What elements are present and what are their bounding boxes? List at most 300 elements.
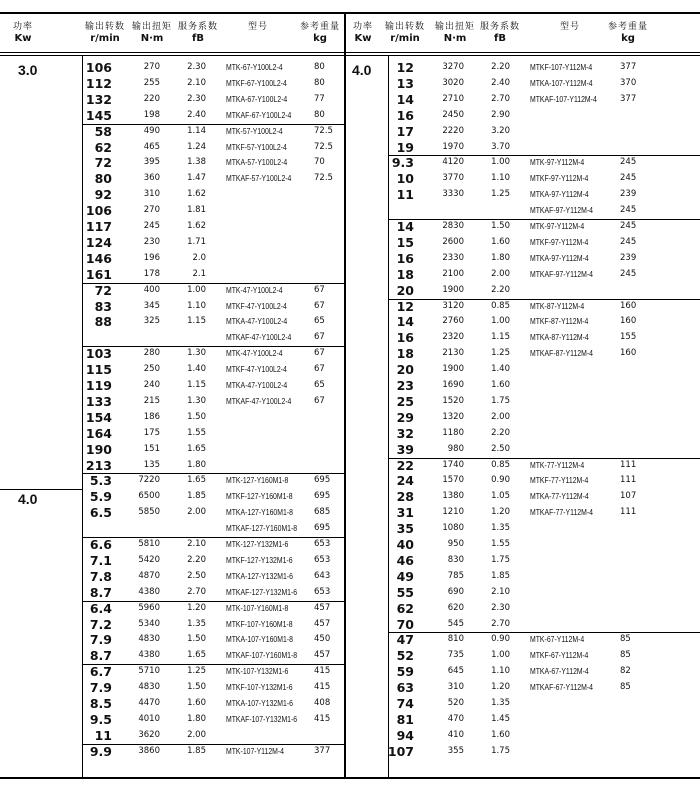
table-row — [0, 680, 344, 696]
table-row — [346, 601, 700, 617]
weight-cell: 72.5 — [314, 173, 333, 184]
speed-cell: 72 — [94, 155, 112, 171]
table-row — [0, 712, 344, 728]
weight-cell: 377 — [620, 93, 637, 104]
torque-cell: 1970 — [442, 141, 464, 152]
torque-cell: 3020 — [442, 77, 464, 88]
table-row — [0, 171, 344, 187]
weight-cell: 408 — [314, 698, 331, 708]
torque-cell: 151 — [143, 443, 160, 454]
speed-cell: 7.1 — [89, 552, 112, 568]
table-row — [346, 219, 700, 235]
service-factor-cell: 2.20 — [491, 62, 510, 72]
table-row — [346, 489, 700, 505]
header-model — [542, 22, 598, 33]
table-row — [346, 394, 700, 410]
model-cell: MTK-77-Y112M-4 — [530, 460, 585, 470]
weight-cell: 67 — [314, 332, 325, 343]
table-row — [346, 632, 700, 648]
table-row — [0, 187, 344, 203]
table-row — [0, 473, 344, 489]
weight-cell: 80 — [314, 109, 325, 120]
service-factor-cell: 2.00 — [187, 507, 206, 518]
weight-cell: 377 — [620, 62, 637, 72]
speed-cell: 10 — [396, 171, 414, 187]
weight-cell: 457 — [314, 602, 331, 613]
speed-cell: 7.9 — [89, 680, 112, 696]
speed-cell: 103 — [85, 346, 112, 362]
table-row — [0, 60, 344, 76]
model-cell: MTKF-57-Y100L2-4 — [226, 142, 287, 152]
header-torque-cn: 输出扭矩 — [434, 22, 475, 32]
speed-cell: 213 — [85, 457, 112, 473]
table-row — [0, 219, 344, 235]
service-factor-cell: 2.10 — [491, 586, 510, 597]
service-factor-cell: 1.24 — [187, 141, 206, 152]
weight-cell: 85 — [620, 682, 631, 693]
service-factor-cell: 2.90 — [491, 109, 510, 120]
header-model-cn: 型号 — [559, 22, 580, 32]
table-row — [346, 171, 700, 187]
model-cell: MTK-97-Y112M-4 — [530, 158, 585, 168]
torque-cell: 950 — [447, 539, 464, 549]
speed-cell: 74 — [396, 696, 414, 711]
torque-cell: 1900 — [442, 284, 464, 295]
table-row — [346, 410, 700, 426]
speed-cell: 19 — [396, 139, 414, 155]
service-factor-cell: 1.85 — [491, 570, 510, 581]
torque-cell: 520 — [447, 698, 464, 708]
service-factor-cell: 2.50 — [187, 570, 206, 581]
service-factor-cell: 1.10 — [491, 173, 510, 184]
speed-cell: 6.4 — [89, 600, 112, 616]
header-power-cn: 功率 — [12, 22, 33, 32]
torque-cell: 2220 — [442, 125, 464, 136]
speed-cell: 88 — [94, 314, 112, 330]
service-factor-cell: 1.38 — [187, 157, 206, 168]
table-row — [0, 346, 344, 362]
table-row — [0, 505, 344, 521]
speed-cell: 7.9 — [89, 632, 112, 648]
speed-cell: 20 — [396, 362, 414, 378]
model-cell: MTKAF-107-Y112M-4 — [530, 94, 597, 104]
power-label: 4.0 — [352, 62, 372, 78]
weight-cell: 160 — [620, 300, 637, 311]
table-row — [0, 410, 344, 426]
model-cell: MTKA-127-Y132M1-6 — [226, 571, 293, 581]
weight-cell: 377 — [314, 745, 331, 756]
service-factor-cell: 2.30 — [187, 93, 206, 104]
service-factor-cell: 1.80 — [187, 459, 206, 470]
service-factor-cell: 2.40 — [491, 77, 510, 88]
torque-cell: 620 — [447, 602, 464, 613]
table-row — [346, 442, 700, 458]
left-table — [0, 0, 344, 790]
torque-cell: 310 — [447, 682, 464, 693]
service-factor-cell: 1.60 — [491, 729, 510, 740]
speed-cell: 14 — [396, 314, 414, 330]
speed-cell: 23 — [396, 378, 414, 393]
table-row — [346, 346, 700, 362]
weight-cell: 245 — [620, 268, 637, 279]
torque-cell: 5710 — [138, 666, 160, 677]
header-weight-cn: 参考重量 — [299, 22, 340, 32]
weight-cell: 370 — [620, 77, 637, 88]
speed-cell: 13 — [396, 75, 414, 91]
weight-cell: 111 — [620, 459, 637, 470]
header-service — [476, 22, 524, 44]
table-row — [0, 108, 344, 124]
table-row — [0, 696, 344, 712]
weight-cell: 67 — [314, 300, 325, 311]
service-factor-cell: 1.50 — [187, 682, 206, 693]
header-torque-unit: N·m — [443, 33, 467, 44]
header-torque-cn: 输出扭矩 — [131, 22, 172, 32]
torque-cell: 250 — [143, 364, 160, 375]
speed-cell: 106 — [85, 60, 112, 75]
speed-cell: 17 — [396, 123, 414, 139]
speed-cell: 18 — [396, 266, 414, 282]
right-table — [346, 0, 700, 790]
weight-cell: 82 — [620, 666, 631, 677]
service-factor-cell: 0.90 — [491, 634, 510, 645]
service-factor-cell: 1.10 — [491, 666, 510, 677]
service-factor-cell: 1.30 — [187, 348, 206, 359]
header-weight — [296, 22, 344, 44]
model-cell: MTKA-47-Y100L2-4 — [226, 381, 288, 390]
table-row — [346, 585, 700, 601]
service-factor-cell: 1.35 — [491, 698, 510, 708]
speed-cell: 18 — [396, 346, 414, 362]
torque-cell: 470 — [447, 713, 464, 724]
torque-cell: 135 — [143, 459, 160, 470]
torque-cell: 3120 — [442, 300, 464, 311]
service-factor-cell: 2.40 — [187, 109, 206, 120]
model-cell: MTKAF-107-Y132M1-6 — [226, 714, 298, 724]
service-factor-cell: 1.00 — [187, 284, 206, 295]
speed-cell: 63 — [396, 680, 414, 696]
torque-cell: 3330 — [442, 189, 464, 200]
weight-cell: 415 — [314, 713, 331, 724]
speed-cell: 15 — [396, 234, 414, 250]
speed-cell: 106 — [85, 203, 112, 219]
table-row — [0, 76, 344, 92]
table-row — [346, 203, 700, 219]
torque-cell: 465 — [143, 141, 160, 152]
power-separator — [0, 489, 83, 490]
service-factor-cell: 1.05 — [491, 491, 510, 502]
torque-cell: 2830 — [442, 221, 464, 231]
weight-cell: 67 — [314, 348, 325, 359]
torque-cell: 5850 — [138, 507, 160, 518]
torque-cell: 785 — [447, 570, 464, 581]
speed-cell: 47 — [396, 632, 414, 648]
service-factor-cell: 1.65 — [187, 475, 206, 486]
table-row — [0, 664, 344, 680]
torque-cell: 5420 — [138, 554, 160, 565]
torque-cell: 3270 — [442, 62, 464, 72]
service-factor-cell: 1.45 — [491, 713, 510, 724]
model-cell: MTK-87-Y112M-4 — [530, 301, 585, 311]
service-factor-cell: 1.40 — [491, 364, 510, 375]
speed-cell: 58 — [94, 123, 112, 139]
power-label: 4.0 — [18, 491, 38, 508]
header-speed-cn: 输出转数 — [84, 22, 125, 32]
torque-cell: 4010 — [138, 713, 160, 724]
speed-cell: 24 — [396, 473, 414, 489]
table-row — [0, 314, 344, 330]
torque-cell: 255 — [143, 77, 160, 88]
torque-cell: 345 — [143, 300, 160, 311]
model-cell: MTKAF-127-Y132M1-6 — [226, 587, 298, 597]
weight-cell: 415 — [314, 666, 331, 677]
table-row — [346, 235, 700, 251]
model-cell: MTK-107-Y160M1-8 — [226, 603, 289, 613]
speed-cell: 190 — [85, 441, 112, 457]
service-factor-cell: 3.20 — [491, 125, 510, 136]
service-factor-cell: 1.20 — [491, 682, 510, 693]
torque-cell: 360 — [143, 173, 160, 184]
model-cell: MTK-47-Y100L2-4 — [226, 349, 283, 359]
speed-cell: 12 — [396, 60, 414, 75]
table-row — [346, 696, 700, 712]
weight-cell: 85 — [620, 634, 631, 645]
torque-cell: 1180 — [442, 427, 464, 438]
torque-cell: 245 — [143, 221, 160, 231]
service-factor-cell: 1.85 — [187, 491, 206, 502]
table-row — [0, 442, 344, 458]
torque-cell: 1740 — [442, 459, 464, 470]
table-row — [346, 314, 700, 330]
model-cell: MTKA-87-Y112M-4 — [530, 333, 589, 343]
service-factor-cell: 1.55 — [187, 427, 206, 438]
table-row — [0, 251, 344, 267]
speed-cell: 55 — [396, 584, 414, 600]
speed-cell: 94 — [396, 727, 414, 743]
table-row — [0, 601, 344, 617]
speed-cell: 14 — [396, 219, 414, 234]
speed-cell: 9.9 — [89, 743, 112, 759]
header-service-unit: fB — [494, 33, 506, 44]
speed-cell: 92 — [94, 187, 112, 203]
speed-cell: 70 — [396, 616, 414, 632]
torque-cell: 4380 — [138, 650, 160, 661]
service-factor-cell: 0.85 — [491, 300, 510, 311]
torque-cell: 1570 — [442, 475, 464, 486]
service-factor-cell: 1.65 — [187, 443, 206, 454]
table-row — [0, 394, 344, 410]
service-factor-cell: 1.62 — [187, 221, 206, 231]
weight-cell: 685 — [314, 507, 331, 518]
speed-cell: 49 — [396, 568, 414, 584]
service-factor-cell: 1.15 — [187, 316, 206, 327]
torque-cell: 395 — [143, 157, 160, 168]
torque-cell: 3770 — [442, 173, 464, 184]
torque-cell: 1520 — [442, 395, 464, 406]
model-cell: MTKF-97-Y112M-4 — [530, 174, 589, 184]
table-row — [0, 617, 344, 633]
header-speed-cn: 输出转数 — [384, 22, 425, 32]
header-power-cn: 功率 — [352, 22, 373, 32]
model-cell: MTK-127-Y132M1-6 — [226, 540, 289, 549]
weight-cell: 245 — [620, 157, 637, 168]
service-factor-cell: 1.25 — [491, 189, 510, 200]
service-factor-cell: 1.20 — [187, 602, 206, 613]
weight-cell: 239 — [620, 189, 637, 200]
service-factor-cell: 1.14 — [187, 125, 206, 136]
speed-cell: 81 — [396, 711, 414, 727]
model-cell: MTKAF-67-Y112M-4 — [530, 683, 593, 693]
service-factor-cell: 1.20 — [491, 507, 510, 518]
table-row — [346, 426, 700, 442]
torque-cell: 645 — [447, 666, 464, 677]
torque-cell: 4380 — [138, 586, 160, 597]
service-factor-cell: 1.50 — [187, 634, 206, 645]
speed-cell: 7.8 — [89, 568, 112, 584]
service-factor-cell: 1.80 — [187, 713, 206, 724]
table-row — [0, 632, 344, 648]
model-cell: MTK-47-Y100L2-4 — [226, 285, 283, 295]
service-factor-cell: 1.60 — [491, 380, 510, 390]
torque-cell: 270 — [143, 205, 160, 216]
torque-cell: 4830 — [138, 682, 160, 693]
weight-cell: 695 — [314, 475, 331, 486]
torque-cell: 178 — [143, 268, 160, 279]
speed-cell: 164 — [85, 425, 112, 441]
table-row — [346, 617, 700, 633]
torque-cell: 4830 — [138, 634, 160, 645]
service-factor-cell: 2.0 — [192, 252, 206, 263]
service-factor-cell: 1.00 — [491, 316, 510, 327]
model-cell: MTKAF-67-Y100L2-4 — [226, 110, 292, 120]
service-factor-cell: 2.20 — [187, 554, 206, 565]
model-cell: MTKAF-77-Y112M-4 — [530, 508, 593, 518]
service-factor-cell: 2.70 — [491, 93, 510, 104]
service-factor-cell: 1.75 — [491, 745, 510, 756]
speed-cell: 52 — [396, 648, 414, 664]
table-row — [346, 267, 700, 283]
service-factor-cell: 1.10 — [187, 300, 206, 311]
table-row — [0, 728, 344, 744]
header-power-unit: Kw — [354, 33, 372, 44]
torque-cell: 735 — [447, 650, 464, 661]
weight-cell: 77 — [314, 93, 325, 104]
torque-cell: 175 — [143, 427, 160, 438]
speed-cell: 7.2 — [89, 616, 112, 632]
service-factor-cell: 1.60 — [187, 698, 206, 708]
header-service — [174, 22, 222, 44]
torque-cell: 810 — [447, 634, 464, 645]
model-cell: MTKA-47-Y100L2-4 — [226, 317, 288, 327]
speed-cell: 115 — [85, 362, 112, 378]
speed-cell: 28 — [396, 489, 414, 505]
weight-cell: 160 — [620, 348, 637, 359]
speed-cell: 11 — [396, 187, 414, 203]
torque-cell: 490 — [143, 125, 160, 136]
table-row — [0, 648, 344, 664]
service-factor-cell: 1.47 — [187, 173, 206, 184]
service-factor-cell: 1.00 — [491, 650, 510, 661]
torque-cell: 5960 — [138, 602, 160, 613]
torque-cell: 270 — [143, 62, 160, 72]
weight-cell: 457 — [314, 618, 331, 629]
header-weight-unit: kg — [313, 33, 327, 44]
header-speed — [74, 22, 136, 44]
speed-cell: 32 — [396, 425, 414, 441]
header-model-cn: 型号 — [247, 22, 268, 32]
model-cell: MTKF-47-Y100L2-4 — [226, 365, 287, 375]
torque-cell: 325 — [143, 316, 160, 327]
speed-cell: 62 — [396, 600, 414, 616]
weight-cell: 80 — [314, 77, 325, 88]
table-row — [0, 299, 344, 315]
speed-cell: 132 — [85, 91, 112, 107]
service-factor-cell: 1.80 — [491, 252, 510, 263]
weight-cell: 72.5 — [314, 125, 333, 136]
speed-cell: 8.5 — [89, 696, 112, 711]
model-cell: MTKF-87-Y112M-4 — [530, 317, 589, 327]
power-label: 3.0 — [18, 62, 38, 78]
service-factor-cell: 1.00 — [491, 157, 510, 168]
weight-cell: 65 — [314, 380, 325, 390]
speed-cell: 133 — [85, 393, 112, 409]
model-cell: MTK-107-Y132M1-6 — [226, 667, 289, 677]
speed-cell: 83 — [94, 298, 112, 314]
table-row — [346, 330, 700, 346]
weight-cell: 80 — [314, 62, 325, 72]
model-cell: MTK-97-Y112M-4 — [530, 222, 585, 231]
table-row — [346, 744, 700, 760]
table-row — [346, 187, 700, 203]
torque-cell: 830 — [447, 554, 464, 565]
speed-cell: 145 — [85, 107, 112, 123]
torque-cell: 545 — [447, 618, 464, 629]
speed-cell: 29 — [396, 409, 414, 425]
table-row — [0, 155, 344, 171]
table-row — [0, 124, 344, 140]
model-cell: MTKA-77-Y112M-4 — [530, 492, 589, 502]
table-row — [0, 489, 344, 508]
model-cell: MTKAF-97-Y112M-4 — [530, 206, 593, 216]
torque-cell: 6500 — [138, 491, 160, 502]
speed-cell: 16 — [396, 107, 414, 123]
weight-cell: 653 — [314, 539, 331, 549]
speed-cell: 9.3 — [391, 155, 414, 171]
service-factor-cell: 1.40 — [187, 364, 206, 375]
model-cell: MTKF-47-Y100L2-4 — [226, 301, 287, 311]
weight-cell: 695 — [314, 491, 331, 502]
torque-cell: 230 — [143, 236, 160, 247]
weight-cell: 160 — [620, 316, 637, 327]
service-factor-cell: 1.65 — [187, 650, 206, 661]
table-row — [346, 553, 700, 569]
model-cell: MTKF-127-Y160M1-8 — [226, 492, 293, 502]
table-row — [0, 140, 344, 156]
table-row — [346, 76, 700, 92]
weight-cell: 245 — [620, 221, 637, 231]
table-row — [346, 251, 700, 267]
weight-cell: 450 — [314, 634, 331, 645]
speed-cell: 154 — [85, 409, 112, 425]
weight-cell: 85 — [620, 650, 631, 661]
weight-cell: 67 — [314, 364, 325, 375]
model-cell: MTKA-97-Y112M-4 — [530, 253, 589, 263]
speed-cell: 119 — [85, 378, 112, 393]
table-row — [346, 712, 700, 728]
torque-cell: 5810 — [138, 539, 160, 549]
table-row — [0, 537, 344, 553]
torque-cell: 310 — [143, 189, 160, 200]
